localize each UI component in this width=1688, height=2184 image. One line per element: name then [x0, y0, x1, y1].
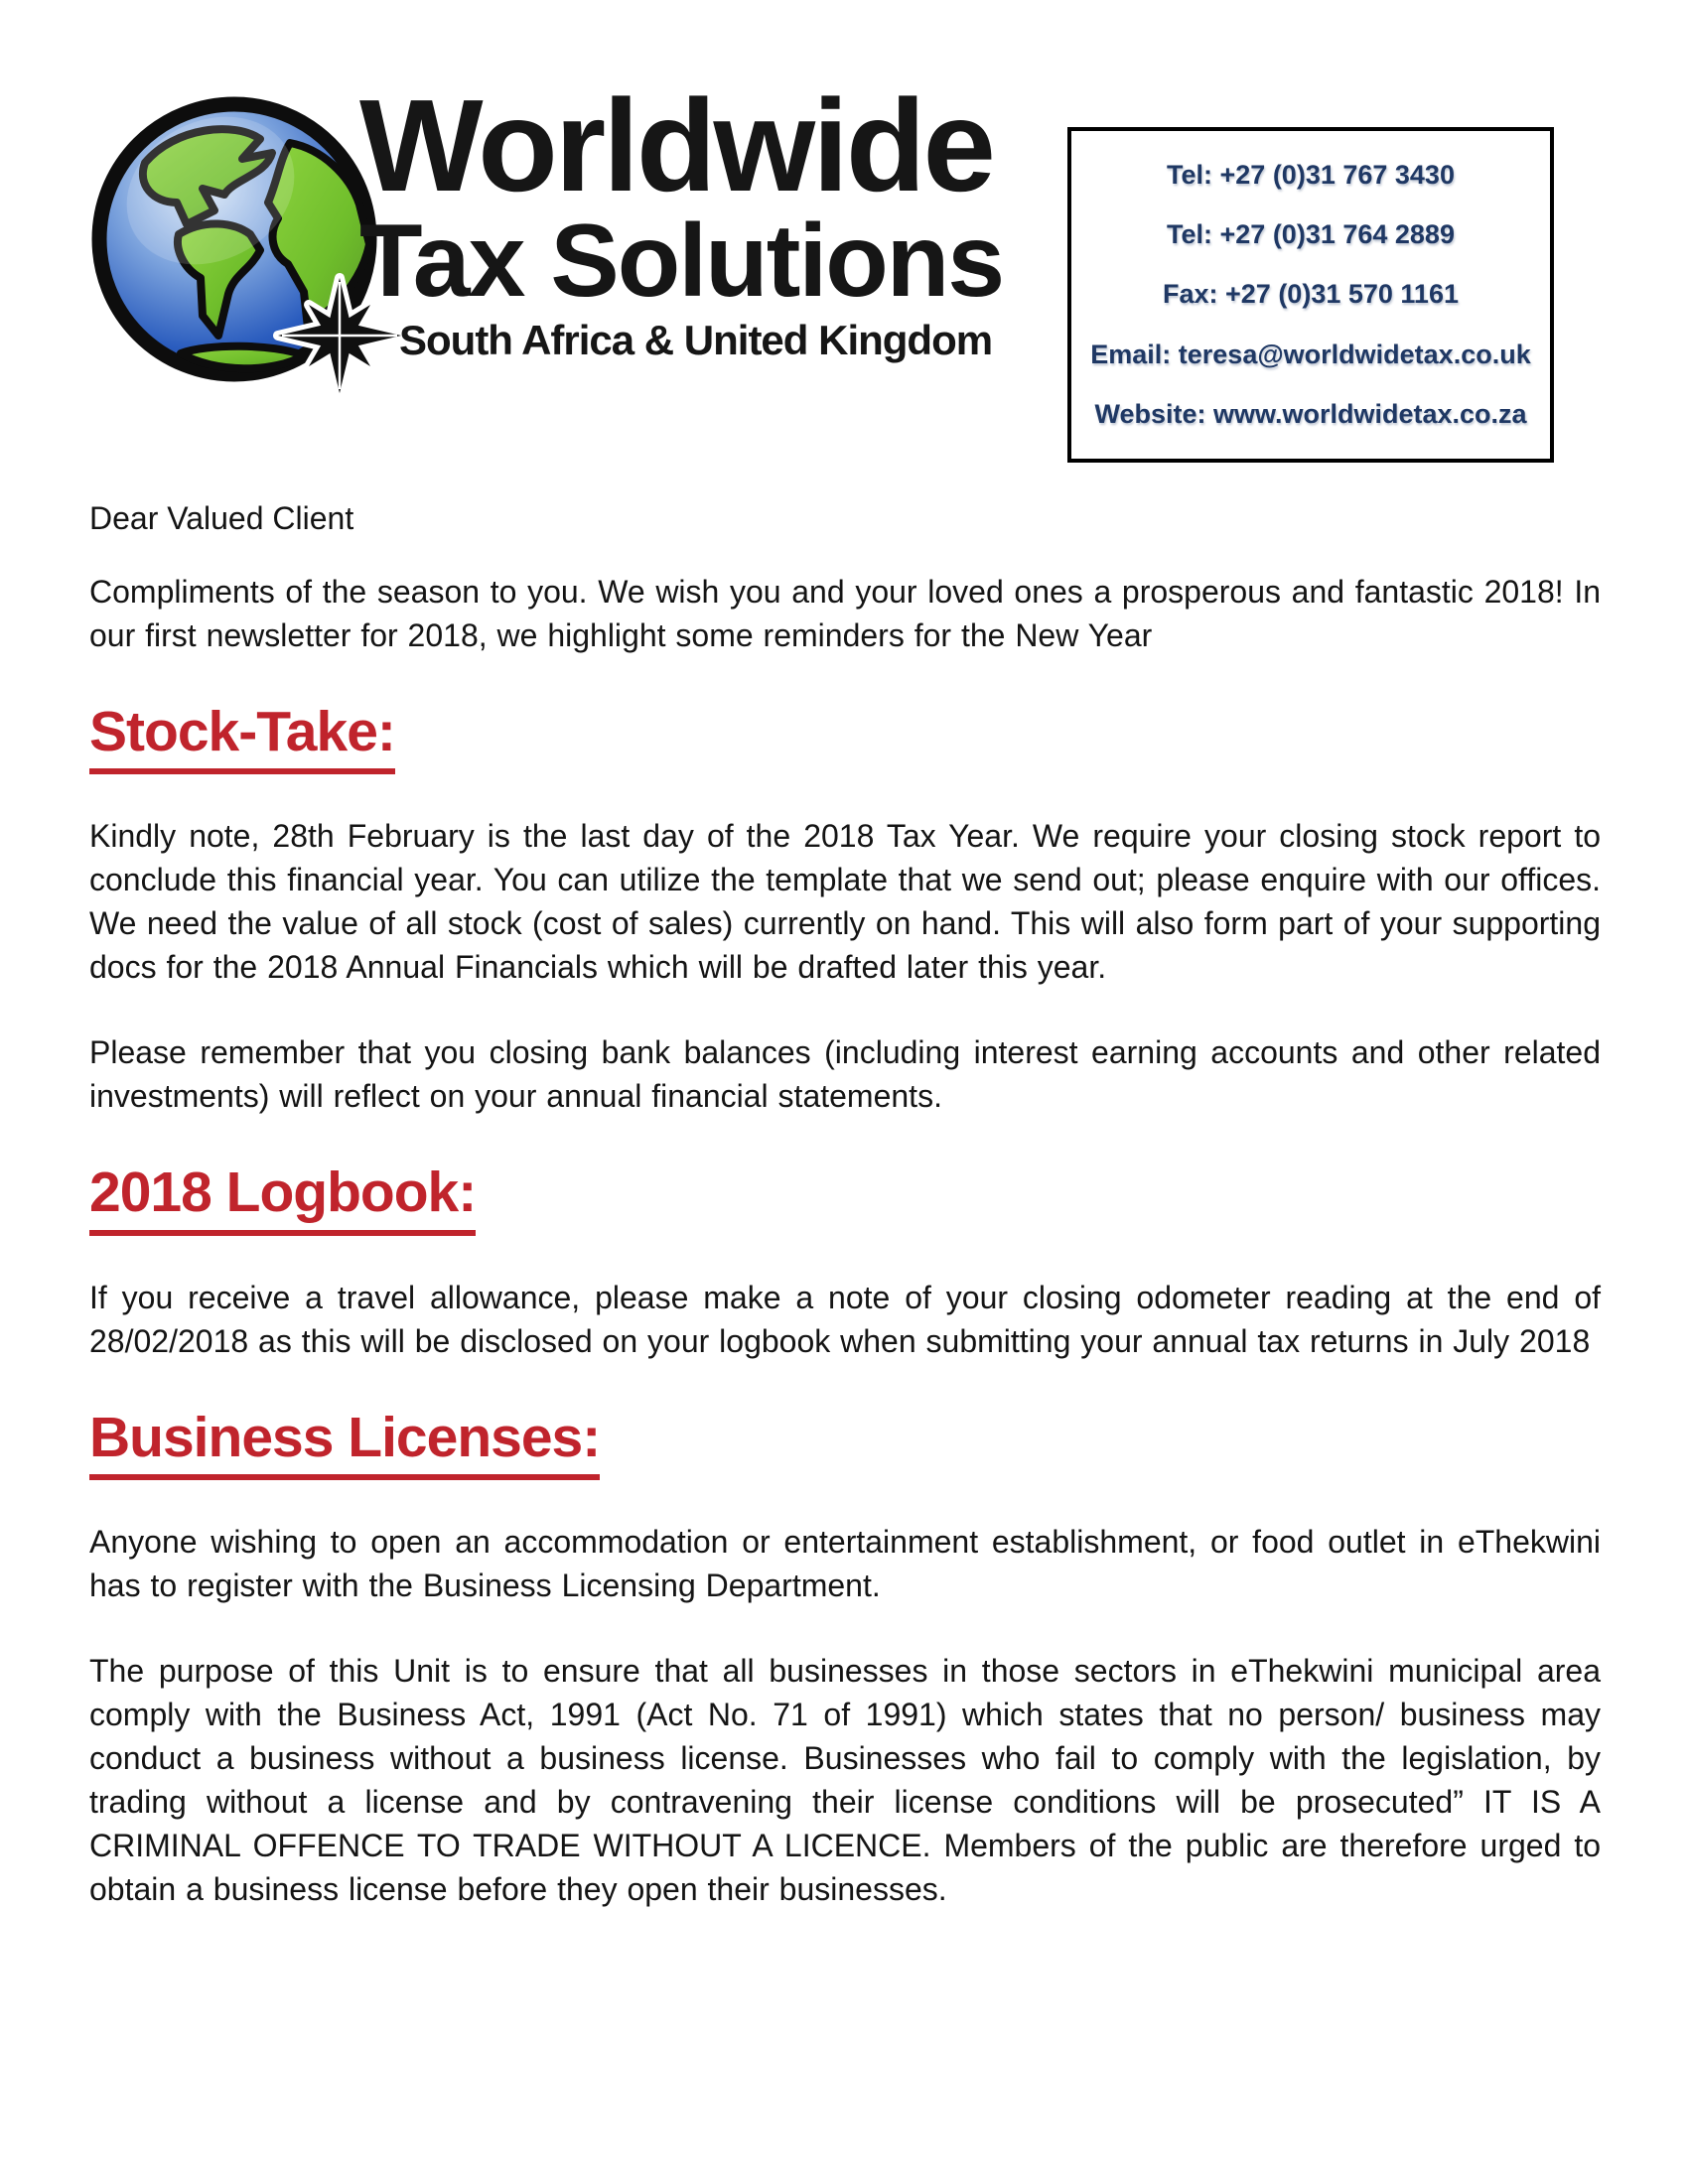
letterhead: [0, 0, 1688, 467]
brand-tagline: South Africa & United Kingdom: [399, 317, 993, 364]
contact-box: [1067, 127, 1554, 463]
logbook-paragraph: If you receive a travel allowance, please make a note of your closing odometer reading at the end of 28/02/2018 as this will be disclosed on your logbook when submitting your annual tax returns in July 2018: [89, 1279, 1601, 1359]
salutation: Dear Valued Client: [89, 500, 354, 536]
contact-email: Email: teresa@worldwidetax.co.uk: [1090, 339, 1531, 369]
section-heading-stock-take: [89, 699, 1601, 774]
contact-tel-1: Tel: +27 (0)31 767 3430: [1167, 159, 1455, 190]
section-heading-text: Stock-Take:: [89, 699, 395, 774]
section-heading-2018-logbook: [89, 1160, 1601, 1235]
section-heading-text: 2018 Logbook:: [89, 1160, 476, 1235]
company-wordmark: [359, 72, 1004, 364]
business-licenses-paragraph-2: The purpose of this Unit is to ensure that all businesses in those sectors in eThekwini municipal area comply with the Business Act, 1991 (Act No. 71 of 1991) which states that no person/ business may conduct a business without a business license. Businesses who fail to comply with the legislation, by trading without a license and by contravening their license conditions will be prosecuted” IT IS A CRIMINAL OFFENCE TO TRADE WITHOUT A LICENCE. Members of the public are therefore urged to obtain a business license before they open their businesses.: [89, 1652, 1601, 1907]
stock-take-paragraph-1: Kindly note, 28th February is the last day of the 2018 Tax Year. We require your closing stock report to conclude this financial year. You can utilize the template that we send out; please enquire with our offices. We need the value of all stock (cost of sales) currently on hand. This will also form part of your supporting docs for the 2018 Annual Financials which will be drafted later this year.: [89, 818, 1601, 986]
brand-name-line2: Tax Solutions: [359, 204, 1004, 320]
letter-body: [0, 467, 1688, 1911]
brand-name-line1: Worldwide: [359, 72, 993, 218]
business-licenses-paragraph-1: Anyone wishing to open an accommodation or entertainment establishment, or food outlet in eThekwini has to register with the Business Licensing Department.: [89, 1523, 1601, 1603]
contact-fax: Fax: +27 (0)31 570 1161: [1163, 279, 1459, 310]
section-heading-text: Business Licenses:: [89, 1405, 600, 1480]
contact-tel-2: Tel: +27 (0)31 764 2889: [1167, 219, 1455, 250]
section-heading-business-licenses: [89, 1405, 1601, 1480]
intro-paragraph: Compliments of the season to you. We wish you and your loved ones a prosperous and fantastic 2018! In our first newsletter for 2018, we highlight some reminders for the New Year: [89, 574, 1601, 653]
contact-website: Website: www.worldwidetax.co.za: [1094, 399, 1527, 430]
stock-take-paragraph-2: Please remember that you closing bank balances (including interest earning accounts and other related investments) will reflect on your annual financial statements.: [89, 1034, 1601, 1115]
